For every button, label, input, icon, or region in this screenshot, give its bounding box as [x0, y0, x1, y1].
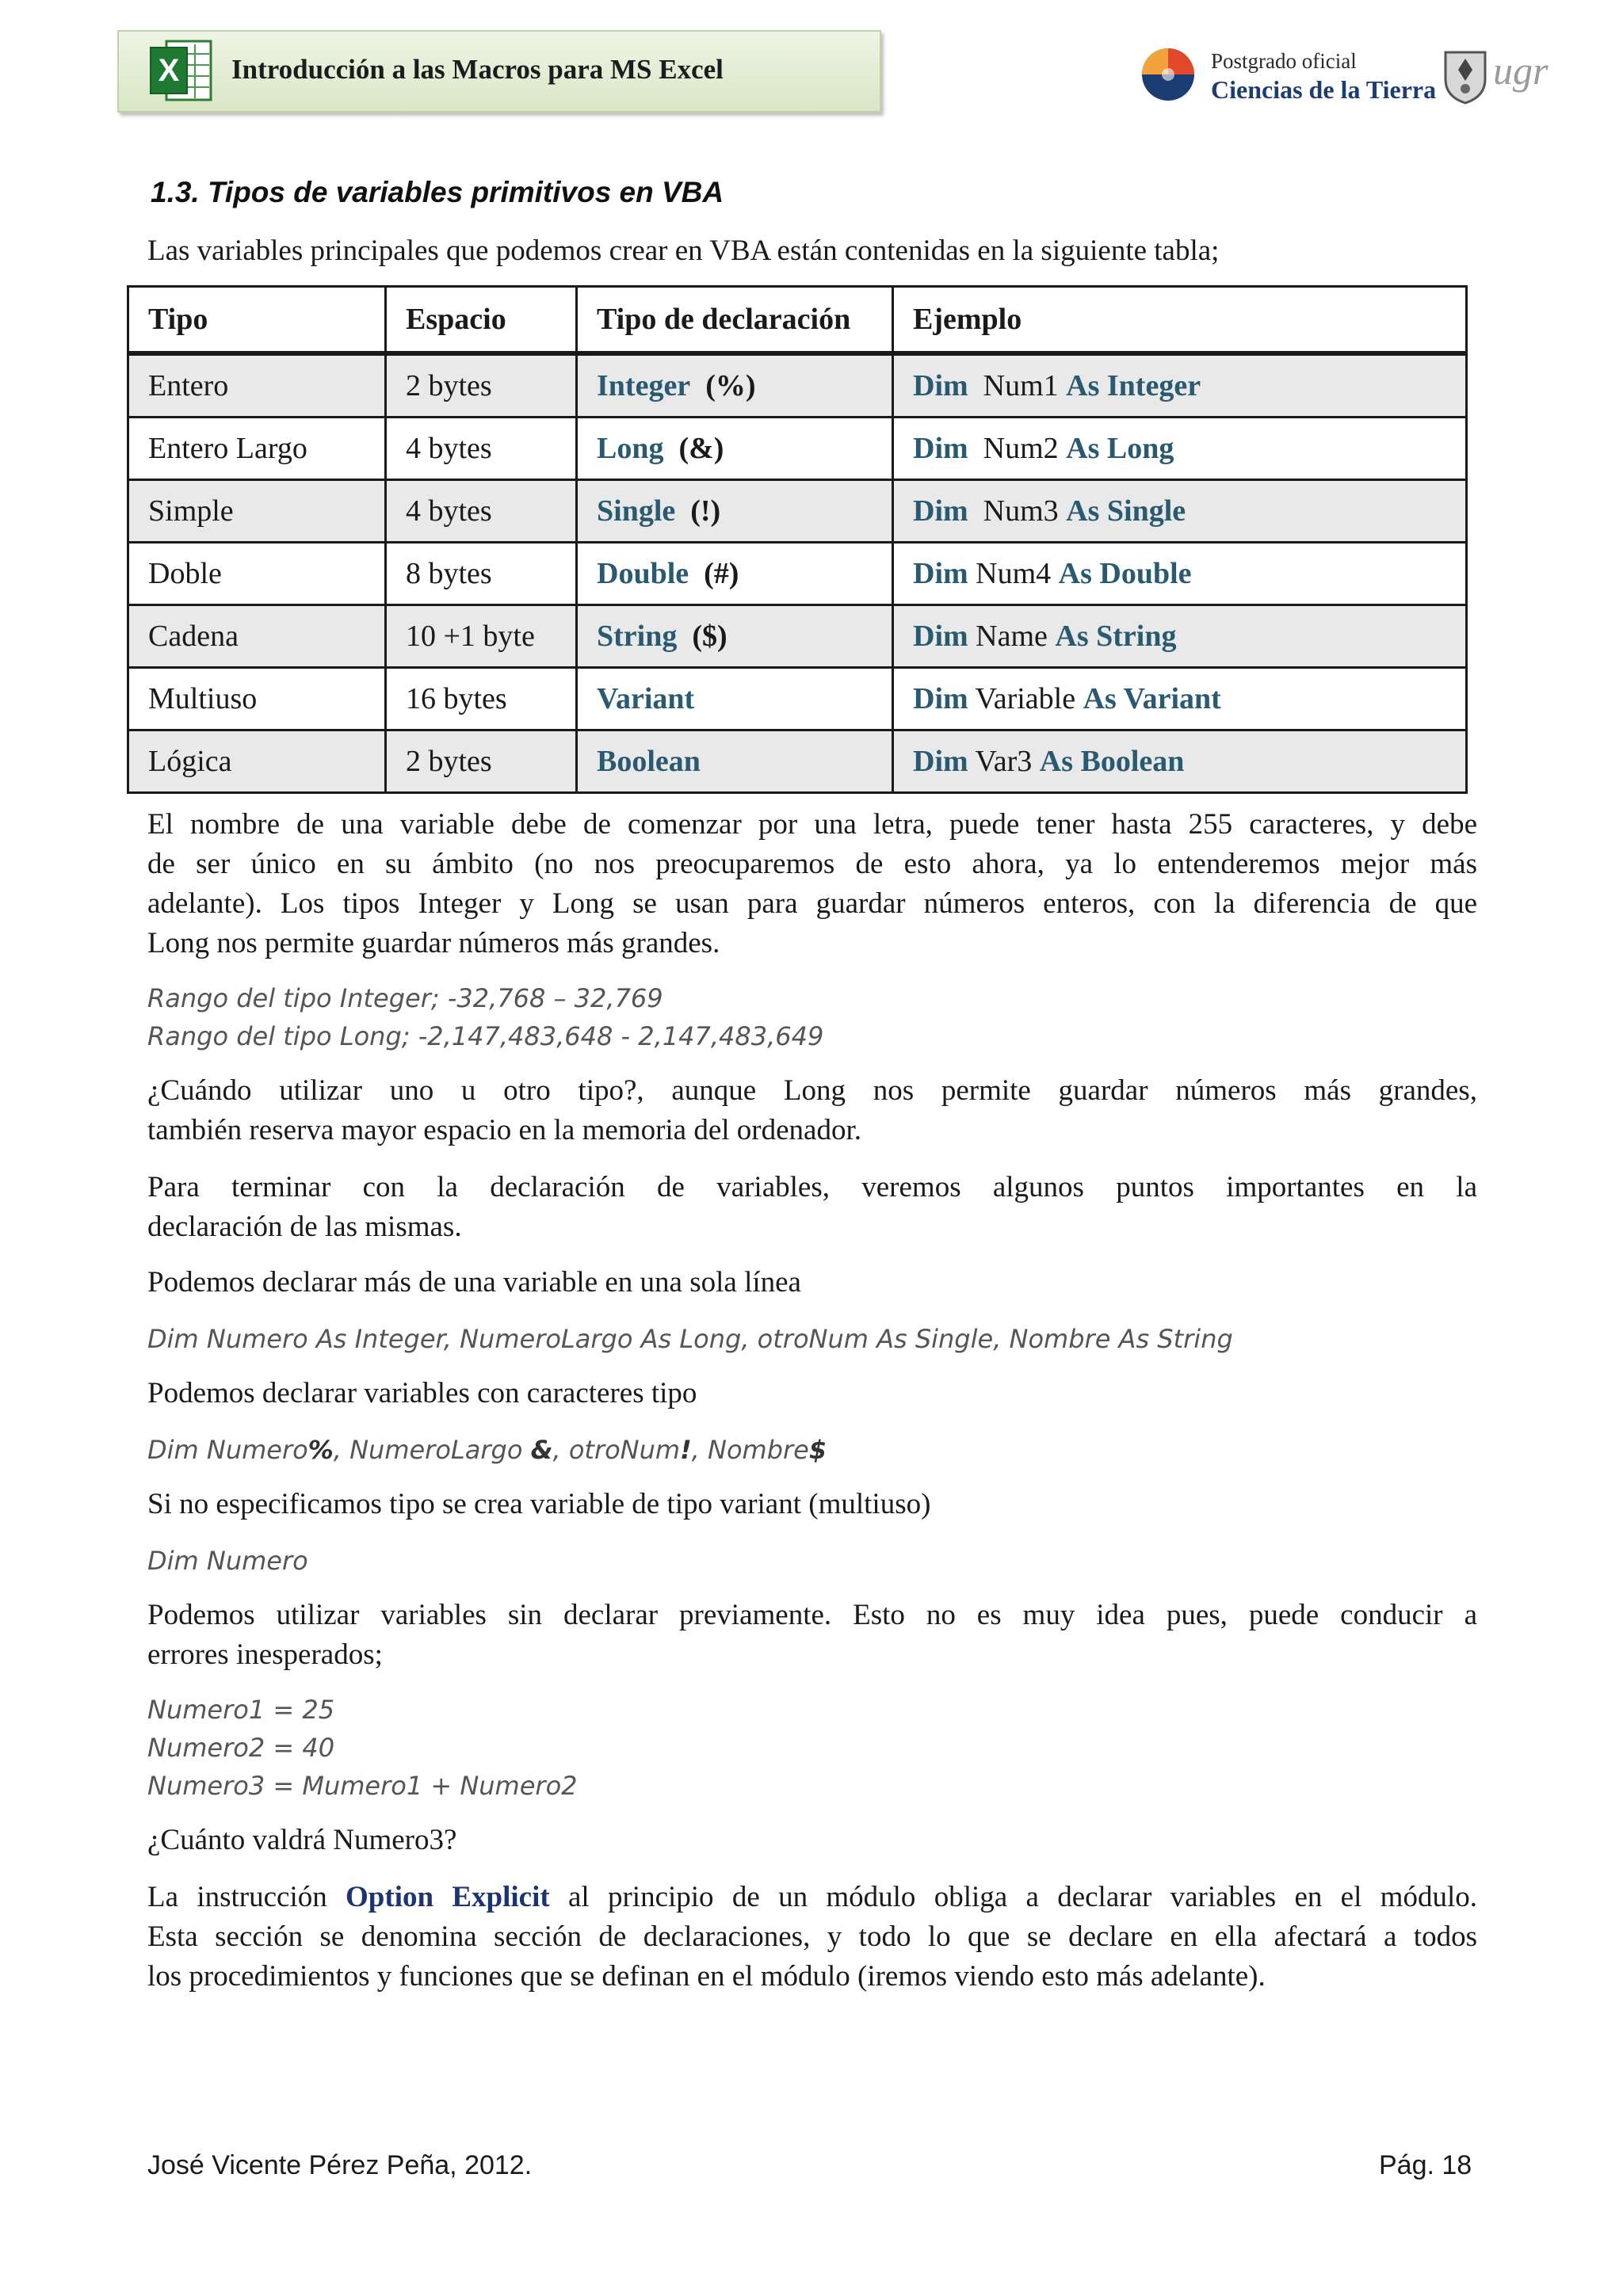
- ugr-logo-text: ugr: [1493, 48, 1549, 93]
- variable-name: Variable: [975, 682, 1076, 715]
- code-range-long: Rango del tipo Long; -2,147,483,648 - 2,147,483,649: [147, 1021, 824, 1051]
- espacio-cell: 4 bytes: [386, 418, 577, 480]
- espacio-cell: 8 bytes: [386, 543, 577, 605]
- paragraph-line: Si no especificamos tipo se crea variable de tipo variant (multiuso): [147, 1488, 931, 1520]
- text-fragment: al principio de un módulo obliga a declarar variables en el módulo.: [549, 1881, 1477, 1913]
- as-type-keyword: As Double: [1058, 557, 1192, 590]
- type-keyword: Long: [597, 432, 664, 465]
- tipo-cell: Lógica: [128, 730, 386, 793]
- variable-name: Num2: [983, 432, 1059, 465]
- code-fragment: , Nombre: [691, 1435, 809, 1465]
- footer-page-number: Pág. 18: [1379, 2150, 1472, 2180]
- code-type-characters: [147, 1431, 827, 1469]
- ejemplo-cell: [893, 418, 1467, 480]
- type-keyword: Variant: [597, 682, 695, 715]
- type-keyword: Double: [597, 557, 689, 590]
- declaracion-cell: [577, 543, 893, 605]
- table-header-cell: Tipo de declaración: [577, 287, 893, 354]
- type-char: &: [530, 1435, 553, 1465]
- variable-name: Num3: [983, 494, 1059, 528]
- logo-postgrado-text: Postgrado oficial: [1211, 49, 1357, 73]
- type-keyword: Single: [597, 494, 676, 528]
- code-multi-declaration: Dim Numero As Integer, NumeroLargo As Long, otroNum As Single, Nombre As String: [147, 1324, 1233, 1354]
- espacio-cell: 10 +1 byte: [386, 605, 577, 668]
- espacio-cell: 2 bytes: [386, 353, 577, 418]
- table-header-cell: Espacio: [386, 287, 577, 354]
- type-char: $: [808, 1435, 827, 1465]
- type-symbol: (%): [705, 369, 756, 402]
- ejemplo-cell: [893, 668, 1467, 730]
- dim-keyword: Dim: [913, 557, 968, 590]
- paragraph-line: Podemos declarar más de una variable en una sola línea: [147, 1266, 801, 1299]
- type-symbol: ($): [692, 620, 727, 653]
- paragraph-line: también reserva mayor espacio en la memoria del ordenador.: [147, 1114, 861, 1146]
- espacio-cell: 2 bytes: [386, 730, 577, 793]
- ejemplo-cell: [893, 353, 1467, 418]
- code-no-type: Dim Numero: [147, 1546, 308, 1576]
- as-type-keyword: As Single: [1066, 494, 1186, 528]
- tipo-cell: Multiuso: [128, 668, 386, 730]
- table-row: [128, 605, 1467, 668]
- university-crest-icon: [1441, 48, 1490, 105]
- type-symbol: (!): [690, 494, 721, 528]
- ejemplo-cell: [893, 605, 1467, 668]
- intro-paragraph: Las variables principales que podemos crear en VBA están contenidas en la siguiente tabla;: [147, 235, 1220, 267]
- tipo-cell: Doble: [128, 543, 386, 605]
- paragraph-line: adelante). Los tipos Integer y Long se usan para guardar números enteros, con la diferencia de que: [147, 887, 1477, 920]
- variable-name: Num1: [983, 369, 1059, 402]
- svg-text:X: X: [158, 53, 180, 88]
- document-header-banner: [117, 30, 881, 113]
- declaracion-cell: [577, 605, 893, 668]
- dim-keyword: Dim: [913, 494, 968, 528]
- table-row: [128, 353, 1467, 418]
- tipo-cell: Entero: [128, 353, 386, 418]
- type-symbol: (#): [704, 557, 739, 590]
- ejemplo-cell: [893, 480, 1467, 543]
- table-header-cell: Tipo: [128, 287, 386, 354]
- code-fragment: Dim Numero: [147, 1435, 308, 1465]
- code-fragment: , otroNum: [552, 1435, 681, 1465]
- option-explicit-keyword: Option Explicit: [346, 1881, 550, 1913]
- paragraph-line: ¿Cuándo utilizar uno u otro tipo?, aunque Long nos permite guardar números más grandes,: [147, 1074, 1477, 1107]
- table-row: [128, 480, 1467, 543]
- tipo-cell: Simple: [128, 480, 386, 543]
- ejemplo-cell: [893, 543, 1467, 605]
- document-header-title: Introducción a las Macros para MS Excel: [231, 54, 724, 85]
- dim-keyword: Dim: [913, 745, 968, 778]
- type-symbol: (&): [678, 432, 724, 465]
- text-fragment: La instrucción: [147, 1881, 346, 1913]
- section-title: 1.3. Tipos de variables primitivos en VBA: [151, 176, 724, 208]
- variable-name: Num4: [976, 557, 1052, 590]
- declaracion-cell: [577, 418, 893, 480]
- variable-name: Var3: [975, 745, 1033, 778]
- dim-keyword: Dim: [913, 432, 968, 465]
- code-fragment: , NumeroLargo: [333, 1435, 531, 1465]
- option-explicit-line: [147, 1878, 1477, 1917]
- dim-keyword: Dim: [913, 620, 968, 653]
- type-keyword: Boolean: [597, 745, 701, 778]
- tipo-cell: Entero Largo: [128, 418, 386, 480]
- table-row: [128, 418, 1467, 480]
- as-type-keyword: As String: [1055, 620, 1177, 653]
- paragraph-line: Esta sección se denomina sección de declaraciones, y todo lo que se declare en ella afectará a todos: [147, 1920, 1477, 1953]
- logo-ciencias-text: Ciencias de la Tierra: [1211, 75, 1437, 104]
- question-line: ¿Cuánto valdrá Numero3?: [147, 1824, 457, 1856]
- table-header-row: [128, 287, 1467, 354]
- code-line: Numero2 = 40: [147, 1733, 335, 1763]
- declaracion-cell: [577, 730, 893, 793]
- variable-types-table: [127, 285, 1468, 794]
- dim-keyword: Dim: [913, 682, 968, 715]
- paragraph-line: Para terminar con la declaración de variables, veremos algunos puntos importantes en la: [147, 1171, 1477, 1203]
- declaracion-cell: [577, 668, 893, 730]
- type-keyword: String: [597, 620, 678, 653]
- paragraph-line: declaración de las mismas.: [147, 1211, 462, 1243]
- declaracion-cell: [577, 353, 893, 418]
- table-row: [128, 730, 1467, 793]
- table-header-cell: Ejemplo: [893, 287, 1467, 354]
- code-range-integer: Rango del tipo Integer; -32,768 – 32,769: [147, 983, 663, 1013]
- as-type-keyword: As Variant: [1083, 682, 1221, 715]
- as-type-keyword: As Boolean: [1039, 745, 1185, 778]
- tipo-cell: Cadena: [128, 605, 386, 668]
- declaracion-cell: [577, 480, 893, 543]
- footer-author: José Vicente Pérez Peña, 2012.: [147, 2150, 533, 2180]
- postgrado-logo-icon: [1141, 48, 1195, 101]
- paragraph-line: Podemos utilizar variables sin declarar previamente. Esto no es muy idea pues, puede conducir a: [147, 1599, 1477, 1631]
- paragraph-line: Long nos permite guardar números más grandes.: [147, 927, 720, 959]
- variable-name: Name: [976, 620, 1048, 653]
- type-char: !: [680, 1435, 692, 1465]
- code-line: Numero1 = 25: [147, 1695, 335, 1725]
- paragraph-line: Podemos declarar variables con caracteres tipo: [147, 1377, 697, 1409]
- paragraph-line: de ser único en su ámbito (no nos preocuparemos de esto ahora, ya lo entenderemos mejor más: [147, 848, 1477, 880]
- espacio-cell: 4 bytes: [386, 480, 577, 543]
- paragraph-line: El nombre de una variable debe de comenzar por una letra, puede tener hasta 255 caracteres, y debe: [147, 808, 1477, 841]
- paragraph-line: los procedimientos y funciones que se definan en el módulo (iremos viendo esto más adelante).: [147, 1960, 1266, 1993]
- dim-keyword: Dim: [913, 369, 968, 402]
- type-char: %: [307, 1435, 334, 1465]
- as-type-keyword: As Integer: [1066, 369, 1201, 402]
- code-line: Numero3 = Mumero1 + Numero2: [147, 1771, 578, 1801]
- ejemplo-cell: [893, 730, 1467, 793]
- as-type-keyword: As Long: [1066, 432, 1174, 465]
- excel-icon: [149, 38, 212, 103]
- type-keyword: Integer: [597, 369, 691, 402]
- table-row: [128, 543, 1467, 605]
- table-row: [128, 668, 1467, 730]
- paragraph-line: errores inesperados;: [147, 1638, 383, 1671]
- espacio-cell: 16 bytes: [386, 668, 577, 730]
